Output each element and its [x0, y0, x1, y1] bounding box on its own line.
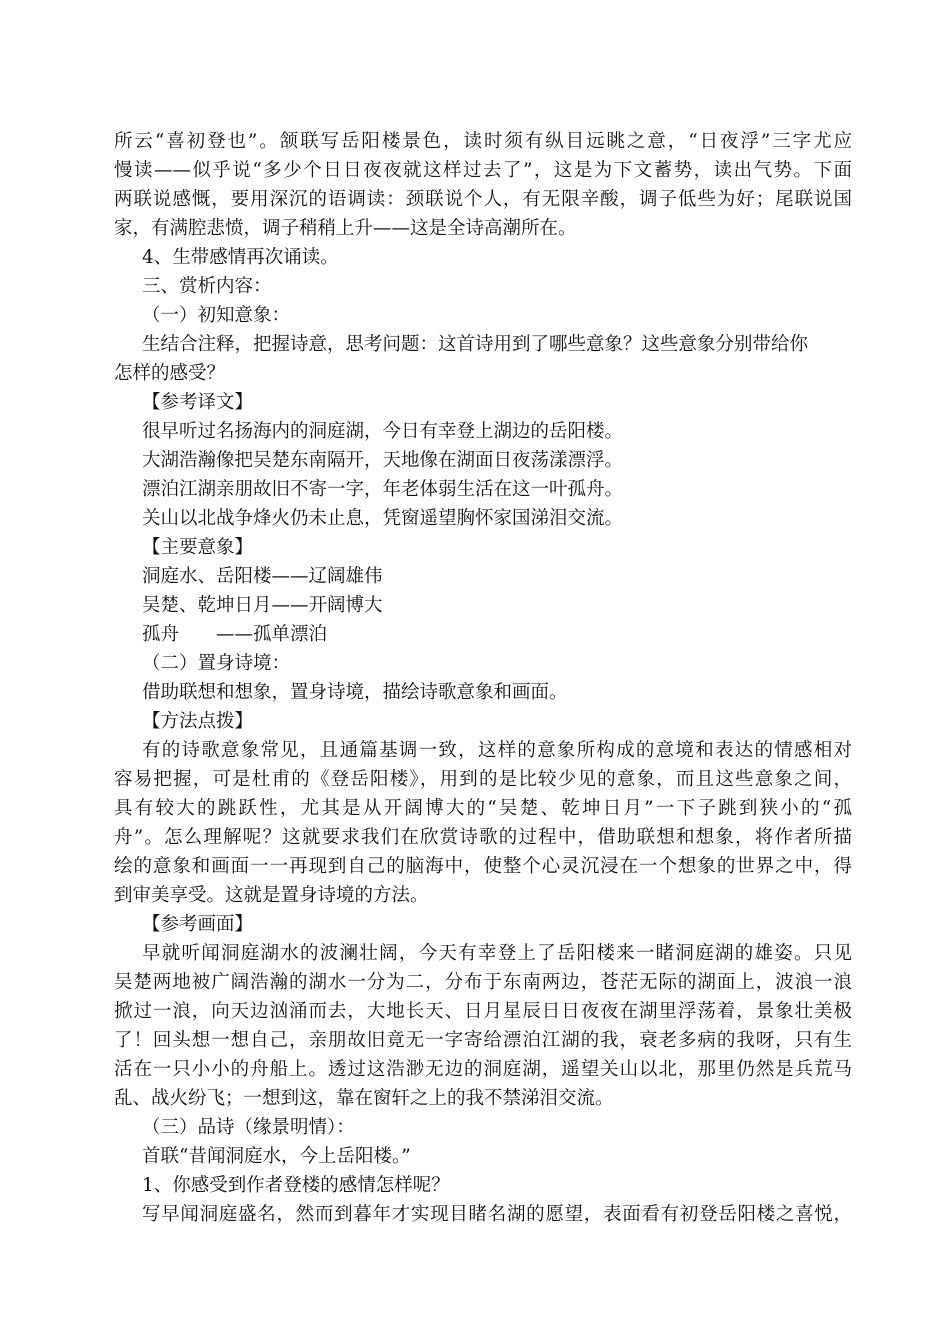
method-line: 容易把握，可是杜甫的《登岳阳楼》，用到的是比较少见的意象，而且这些意象之间，: [114, 769, 852, 790]
reference-picture-label: 【参考画面】: [142, 914, 254, 935]
task-2: 借助联想和想象，置身诗境，描绘诗歌意象和画面。: [142, 682, 568, 703]
paragraph-line: 所云“喜初登也”。颔联写岳阳楼景色，读时须有纵目远眺之意，“日夜浮”三字尤应: [114, 131, 852, 152]
paragraph-line: 家，有满腔悲愤，调子稍稍上升——这是全诗高潮所在。: [114, 218, 577, 239]
image-line: 洞庭水、岳阳楼——辽阔雄伟: [142, 566, 383, 587]
method-line: 舟”。怎么理解呢？这就要求我们在欣赏诗歌的过程中，借助联想和想象，将作者所描: [114, 827, 852, 848]
method-line: 到审美享受。这就是置身诗境的方法。: [114, 885, 429, 906]
method-line: 绘的意象和画面一一再现到自己的脑海中，使整个心灵沉浸在一个想象的世界之中，得: [114, 856, 852, 877]
answer-1: 写早闻洞庭盛名，然而到暮年才实现目睹名湖的愿望，表面看有初登岳阳楼之喜悦，: [142, 1204, 852, 1225]
subsection-2-heading: （二）置身诗境：: [142, 653, 291, 674]
question-1: 1、你感受到作者登楼的感情怎样呢？: [142, 1175, 450, 1196]
subsection-3-heading: （三）品诗（缘景明情）：: [142, 1117, 355, 1138]
picture-line: 乱、战火纷飞；一想到这，靠在窗轩之上的我不禁涕泪交流。: [114, 1088, 614, 1109]
section-3-heading: 三、赏析内容：: [142, 276, 272, 297]
image-line: 吴楚、乾坤日月——开阔博大: [142, 595, 383, 616]
picture-line: 早就听闻洞庭湖水的波澜壮阔，今天有幸登上了岳阳楼来一睹洞庭湖的雄姿。只见: [142, 943, 852, 964]
step-4: 4、生带感情再次诵读。: [142, 247, 339, 268]
method-line: 具有较大的跳跃性，尤其是从开阔博大的“吴楚、乾坤日月”一下子跳到狭小的“孤: [114, 798, 852, 819]
translation-line: 关山以北战争烽火仍未止息，凭窗遥望胸怀家国涕泪交流。: [142, 508, 624, 529]
main-images-label: 【主要意象】: [142, 537, 254, 558]
translation-line: 漂泊江湖亲朋故旧不寄一字，年老体弱生活在这一叶孤舟。: [142, 479, 624, 500]
translation-line: 大湖浩瀚像把吴楚东南隔开，天地像在湖面日夜荡漾漂浮。: [142, 450, 624, 471]
translation-line: 很早听过名扬海内的洞庭湖，今日有幸登上湖边的岳阳楼。: [142, 421, 624, 442]
method-label: 【方法点拨】: [142, 711, 254, 732]
image-line: 孤舟 ——孤单漂泊: [142, 624, 328, 645]
reference-translation-label: 【参考译文】: [142, 392, 254, 413]
picture-line: 了！回头想一想自己，亲朋故旧竟无一字寄给漂泊江湖的我，衰老多病的我呀，只有生: [114, 1030, 852, 1051]
paragraph-line: 两联说感慨，要用深沉的语调读：颈联说个人，有无限辛酸，调子低些为好；尾联说国: [114, 189, 852, 210]
paragraph-line: 慢读——似乎说“多少个日日夜夜就这样过去了”，这是为下文蓄势，读出气势。下面: [114, 160, 852, 181]
task-1-line: 怎样的感受？: [114, 363, 226, 384]
task-1-line: 生结合注释，把握诗意，思考问题：这首诗用到了哪些意象？这些意象分别带给你: [142, 334, 809, 355]
method-line: 有的诗歌意象常见，且通篇基调一致，这样的意象所构成的意境和表达的情感相对: [142, 740, 852, 761]
picture-line: 吴楚两地被广阔浩瀚的湖水一分为二，分布于东南两边，苍茫无际的湖面上，波浪一浪: [114, 972, 852, 993]
picture-line: 活在一只小小的舟船上。透过这浩渺无边的洞庭湖，遥望关山以北，那里仍然是兵荒马: [114, 1059, 852, 1080]
picture-line: 掀过一浪，向天边汹涌而去，大地长天、日月星辰日日夜夜在湖里浮荡着，景象壮美极: [114, 1001, 852, 1022]
couplet-1: 首联“昔闻洞庭水，今上岳阳楼。”: [142, 1146, 411, 1167]
subsection-1-heading: （一）初知意象：: [142, 305, 291, 326]
